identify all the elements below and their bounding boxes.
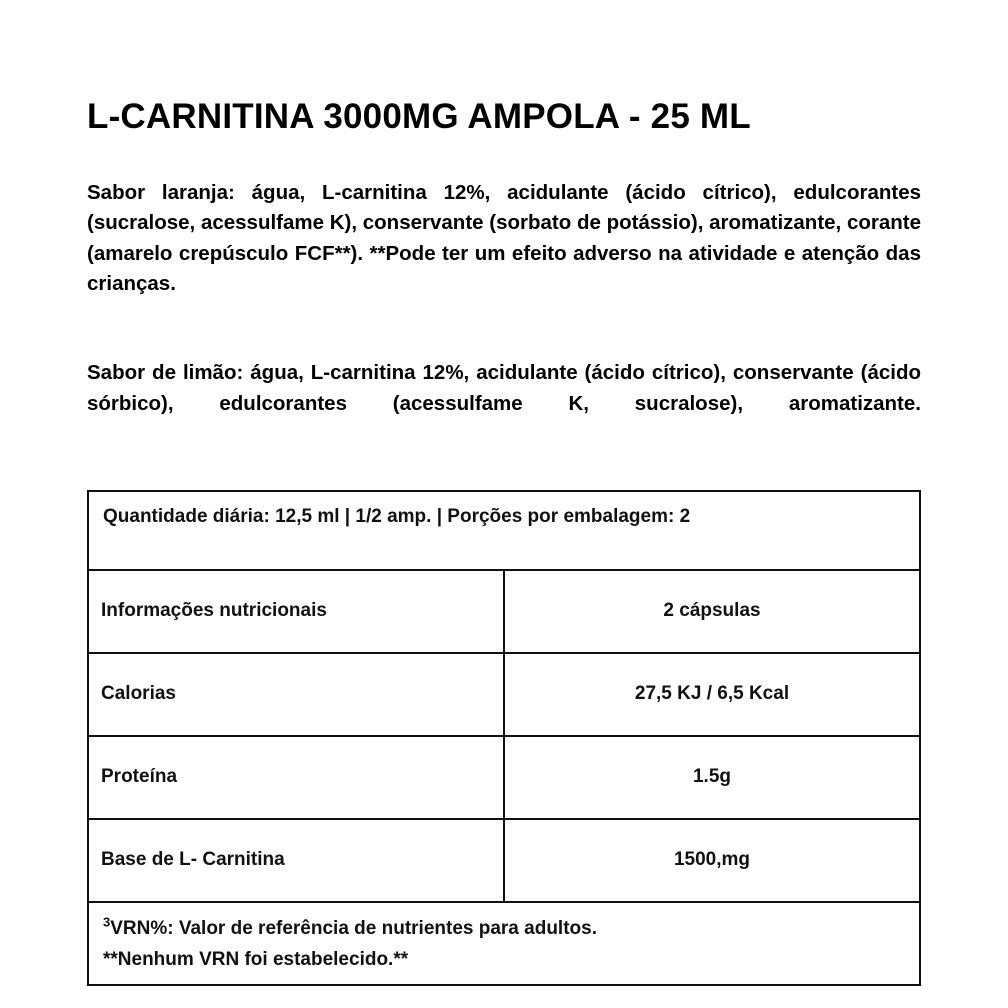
nutrition-facts-table	[87, 490, 921, 986]
nutrient-label: Informações nutricionais	[88, 570, 504, 653]
page-title: L-CARNITINA 3000MG AMPOLA - 25 ML	[87, 97, 751, 136]
footnotes-cell	[88, 902, 920, 985]
nutrient-label: Calorias	[88, 653, 504, 736]
table-row	[88, 736, 920, 819]
nutrient-value: 27,5 KJ / 6,5 Kcal	[504, 653, 920, 736]
nutrient-label: Proteína	[88, 736, 504, 819]
nutrient-value: 1500,mg	[504, 819, 920, 902]
table-row	[88, 570, 920, 653]
content-column	[87, 0, 921, 986]
ingredients-paragraph-orange: Sabor laranja: água, L-carnitina 12%, acidulante (ácido cítrico), edulcorantes (sucralose, acessulfame K), conservante (sorbato de potássio), aromatizante, corante (amarelo crepúsculo FCF**). **Pode ter um efeito adverso na atividade e atenção das crianças.	[87, 180, 921, 295]
table-row-serving-header	[88, 491, 920, 570]
table-row	[88, 653, 920, 736]
footnote-text-1: VRN%: Valor de referência de nutrientes para adultos.	[110, 917, 597, 939]
ingredients-paragraph-lemon: Sabor de limão: água, L-carnitina 12%, acidulante (ácido cítrico), conservante (ácido sórbico), edulcorantes (acessulfame K, sucralose), aromatizante.	[87, 361, 921, 415]
nutrient-value: 2 cápsulas	[504, 570, 920, 653]
nutrient-label: Base de L- Carnitina	[88, 819, 504, 902]
nutrient-value: 1.5g	[504, 736, 920, 819]
serving-size-header: Quantidade diária: 12,5 ml | 1/2 amp. | Porções por embalagem: 2	[88, 491, 920, 570]
footnote-line-2: **Nenhum VRN foi estabelecido.**	[103, 948, 409, 970]
footnote-superscript: 3	[103, 914, 111, 930]
table-row-footnotes	[88, 902, 920, 985]
table-row	[88, 819, 920, 902]
footnote-line-1	[103, 913, 907, 944]
